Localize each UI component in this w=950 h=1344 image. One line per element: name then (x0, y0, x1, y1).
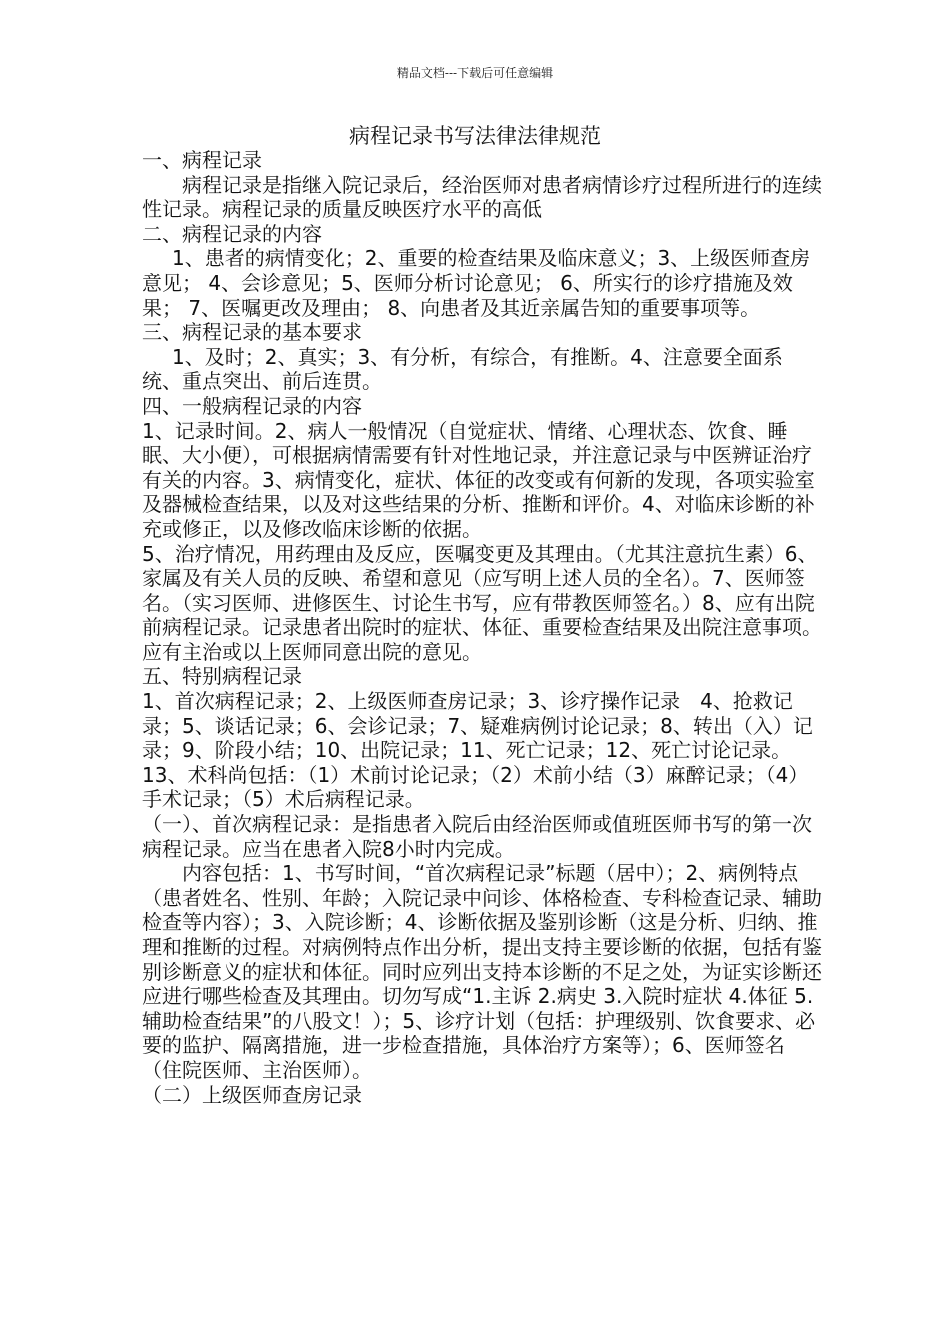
paragraph: 1、患者的病情变化；2、重要的检查结果及临床意义；3、上级医师查房意见； 4、会诊意见；5、医师分析讨论意见； 6、所实行的诊疗措施及效果； 7、医嘱更改及理由； 8、向患者及其近亲属告知的重要事项等。 (142, 246, 811, 320)
paragraph: 1、记录时间。2、病人一般情况（自觉症状、情绪、心理状态、饮食、睡眠、大小便），可根据病情需要有针对性地记录，并注意记录与中医辨证治疗有关的内容。3、病情变化，症状、体征的改变或有何新的发现，各项实验室及器械检查结果，以及对这些结果的分析、推断和评价。4、对临床诊断的补充或修正，以及修改临床诊断的依据。 (142, 418, 815, 541)
section-heading: 四、一般病程记录的内容 (142, 393, 362, 418)
paragraph: 病程记录是指继入院记录后，经治医师对患者病情诊疗过程所进行的连续性记录。病程记录的质量反映医疗水平的高低 (142, 172, 822, 222)
section-heading: 三、病程记录的基本要求 (142, 320, 362, 345)
paragraph: 内容包括：1、书写时间，“首次病程记录”标题（居中）；2、病例特点（患者姓名、性别、年龄；入院记录中问诊、体格检查、专科检查记录、辅助检查等内容）；3、入院诊断；4、诊断依据及鉴别诊断（这是分析、归纳、推理和推断的过程。对病例特点作出分析，提出支持主要诊断的依据，包括有鉴别诊断意义的症状和体征。同时应列出支持本诊断的不足之处，为证实诊断还应进行哪些检查及其理由。切勿写成“1.主诉 2.病史 3.入院时症状 4.体征 5.辅助检查结果”的八股文！）；5、诊疗计划（包括：护理级别、饮食要求、必要的监护、隔离措施，进一步检查措施，具体治疗方案等）；6、医师签名（住院医师、主治医师）。 (142, 861, 822, 1082)
section-heading: 一、病程记录 (142, 148, 262, 172)
header-watermark: 精品文档---下载后可任意编辑 (396, 66, 554, 80)
document-title: 病程记录书写法律法律规范 (349, 124, 601, 148)
paragraph: 1、及时；2、真实；3、有分析，有综合，有推断。4、注意要全面系统、重点突出、前后连贯。 (142, 344, 783, 394)
paragraph: 5、治疗情况，用药理由及反应，医嘱变更及其理由。（尤其注意抗生素）6、家属及有关人员的反映、希望和意见（应写明上述人员的全名）。7、医师签名。（实习医师、进修医生、讨论生书写，应有带教医师签名。）8、应有出院前病程记录。记录患者出院时的症状、体征、重要检查结果及出院注意事项。应有主治或以上医师同意出院的意见。 (142, 541, 822, 664)
section-heading: 五、特别病程记录 (142, 664, 302, 689)
document-body (142, 148, 822, 1107)
paragraph: （一）、首次病程记录：是指患者入院后由经治医师或值班医师书写的第一次病程记录。应当在患者入院8小时内完成。 (142, 812, 812, 861)
paragraph: 1、首次病程记录；2、上级医师查房记录；3、诊疗操作记录 4、抢救记录；5、谈话记录；6、会诊记录；7、疑难病例讨论记录；8、转出（入）记录；9、阶段小结；10、出院记录；11、死亡记录；12、死亡讨论记录。13、术科尚包括：（1）术前讨论记录；（2）术前小结（3）麻醉记录；（4）手术记录；（5）术后病程记录。 (142, 689, 813, 812)
subsection-heading: （二）上级医师查房记录 (142, 1082, 362, 1107)
section-heading: 二、病程记录的内容 (142, 221, 322, 246)
